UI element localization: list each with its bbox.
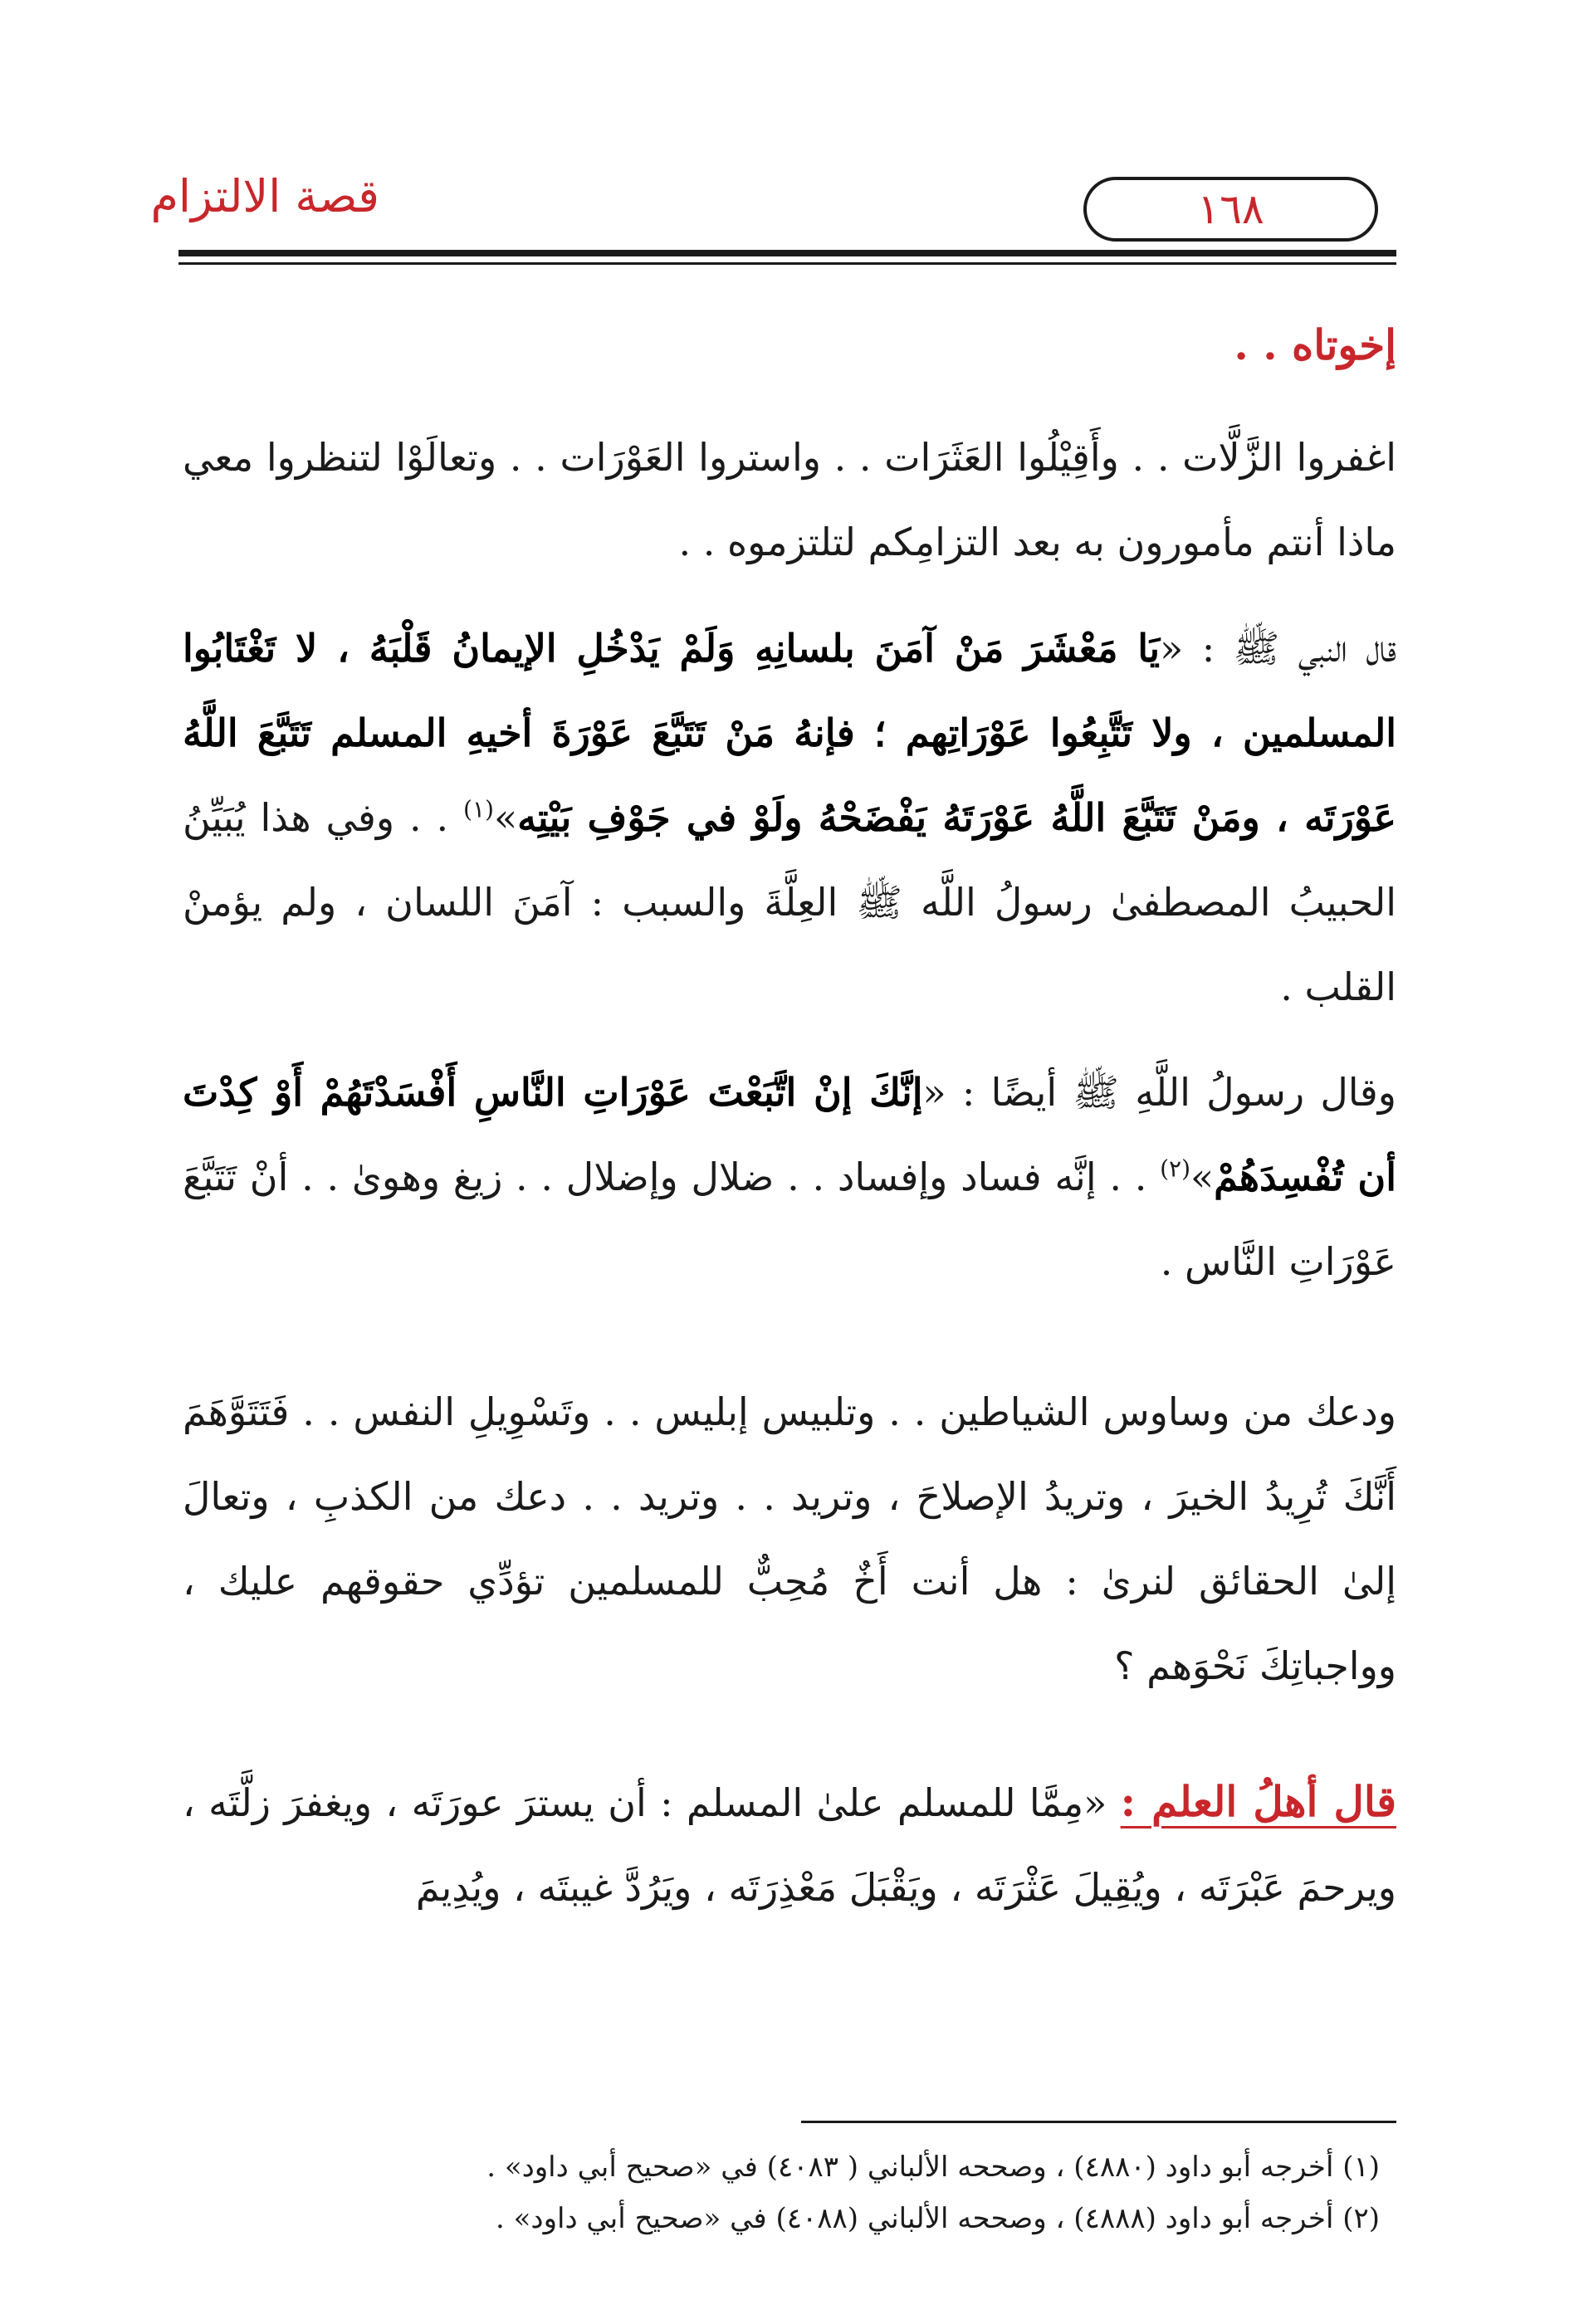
footnote-1: (١) أخرجه أبو داود (٤٨٨٠) ، وصححه الألباني ( ٤٠٨٣) في «صحيح أبي داود» . (486, 2151, 1380, 2184)
scholars-label: قال أهلُ العلم : (1120, 1777, 1397, 1826)
hadith-commentary: . . إنَّه فساد وإفساد . . ضلال وإضلال . . زيغ وهوىٰ . . أنْ تَتَبَّعَ عَوْرَاتِ النَّاس . (183, 1155, 1396, 1284)
hadith-intro: قال النبي ﷺ : « (1160, 626, 1396, 671)
hadith-commentary: . . وفي هذا يُبَيِّنُ الحبيبُ المصطفىٰ رسولُ اللَّه ﷺ العِلَّةَ والسبب : آمَنَ اللسان ، ولم يؤمنْ القلب . (183, 795, 1396, 1009)
paragraph-5 (183, 1760, 1396, 1930)
scholars-quote: «مِمَّا للمسلم علىٰ المسلم : أن يسترَ عورَتَه ، ويغفرَ زلَّتَه ، ويرحمَ عَبْرَتَه ، ويُقِيلَ عَثْرَتَه ، ويَقْبَلَ مَعْذِرَتَه ، ويَرُدَّ غيبتَه ، ويُدِيمَ (183, 1780, 1396, 1910)
quote-close: » (1190, 1155, 1215, 1199)
paragraph-4: ودعك من وساوس الشياطين . . وتلبيس إبليس . . وتَسْوِيلِ النفس . . فَتَتَوَّهَمَ أَنَّكَ تُرِيدُ الخيرَ ، وتريدُ الإصلاحَ ، وتريد . . وتريد . . دعك من الكذبِ ، وتعالَ إلىٰ الحقائق لنرىٰ : هل أنت أَخٌ مُحِبٌّ للمسلمين تؤدِّي حقوقهم عليك ، وواجباتِكَ نَحْوَهم ؟ (183, 1389, 1396, 1688)
page-number-badge: ١٦٨ (1083, 177, 1378, 242)
hadith-quote: يَا مَعْشَرَ مَنْ آمَنَ بلسانِهِ وَلَمْ يَدْخُلِ الإيمانُ قَلْبَهُ ، لا تَغْتَابُوا المسلمين ، ولا تَتَّبِعُوا عَوْرَاتِهم ؛ فإنهُ مَنْ تَتَبَّعَ عَوْرَةَ أخيهِ المسلم تَتَبَّعَ اللَّهُ عَوْرَتَه ، ومَنْ تَتَبَّعَ اللَّهُ عَوْرَتَهُ يَفْضَحْهُ ولَوْ في جَوْفِ بَيْتِه (183, 626, 1396, 840)
paragraph-3 (183, 1050, 1396, 1304)
quote-close: » (493, 795, 518, 840)
footnote-ref-1[interactable]: (١) (463, 795, 494, 823)
paragraph-1: اغفروا الزَّلَّات . . وأَقِيْلُوا العَثَرَات . . واستروا العَوْرَات . . وتعالَوْا لتنظروا معي ماذا أنتم مأمورون به بعد التزامِكم لتلتزموه . . (183, 435, 1396, 564)
hadith-intro: وقال رسولُ اللَّهِ ﷺ أيضًا : « (922, 1070, 1397, 1115)
footnote-ref-2[interactable]: (٢) (1160, 1155, 1191, 1183)
header-rule-thin (178, 262, 1396, 265)
paragraph-2 (183, 606, 1396, 1029)
section-heading (183, 303, 1396, 388)
footnotes (184, 2141, 1380, 2244)
footnote-2: (٢) أخرجه أبو داود (٤٨٨٨) ، وصححه الألباني (٤٠٨٨) في «صحيح أبي داود» . (496, 2202, 1380, 2235)
header-rule-thick (178, 250, 1396, 256)
hadith-quote: إنَّكَ إنْ اتَّبَعْتَ عَوْرَاتِ النَّاسِ أَفْسَدْتَهُمْ أَوْ كِدْتَ أن تُفْسِدَهُمْ (183, 1070, 1396, 1199)
heading-text: إخوتاه . . (1234, 320, 1396, 369)
running-header-title: قصة الالتزام (150, 170, 379, 222)
footnote-separator (801, 2121, 1396, 2123)
